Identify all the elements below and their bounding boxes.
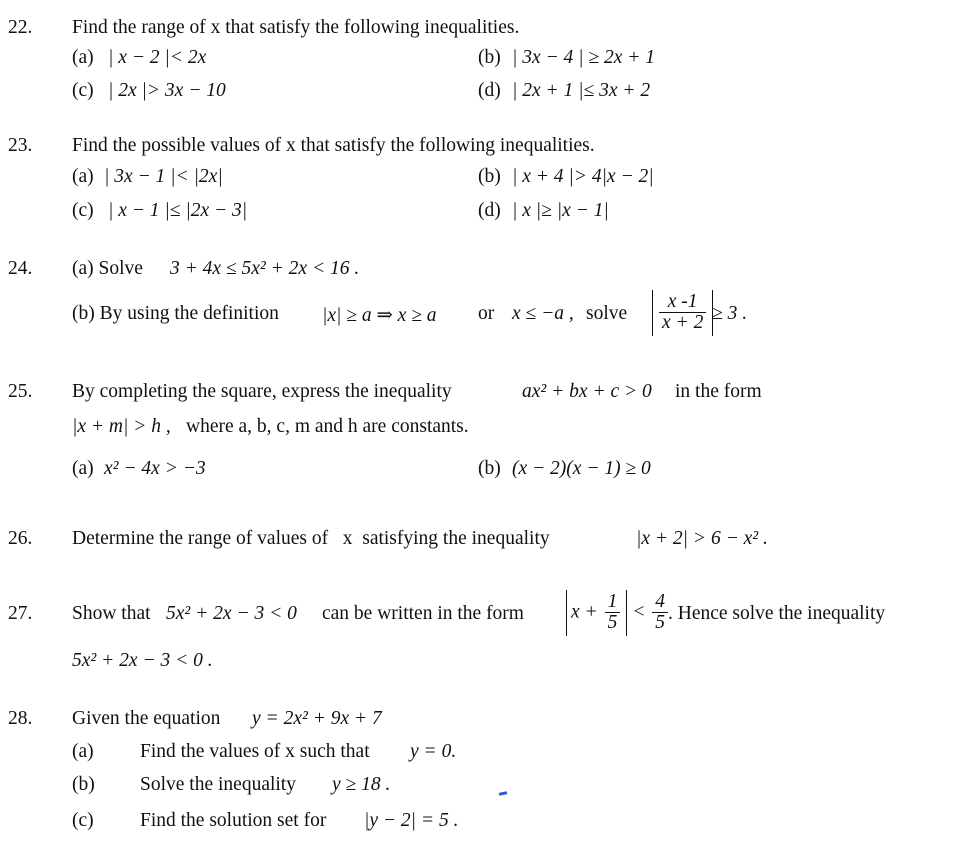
math-expression: ax² + bx + c > 0 [522,381,652,402]
part-label: (c) [72,200,94,221]
part-label: (a) [72,47,94,68]
part-label: (c) [72,80,94,101]
math-expression: | 3x − 1 |< |2x| [104,166,223,187]
connector-word: or [478,303,495,324]
math-expression: 3 + 4x ≤ 5x² + 2x < 16 . [170,258,360,279]
question-stem: By completing the square, express the inequality [72,381,452,402]
part-text: Find the values of x such that [140,741,370,762]
question-number: 28. [8,708,33,729]
fraction-numerator: 4 [652,592,668,613]
math-expression: | 3x − 4 | ≥ 2x + 1 [512,47,656,68]
part-label: (a) [72,166,94,187]
abs-fraction [652,290,713,336]
question-stem: . Hence solve the inequality [668,603,886,624]
question-stem: Given the equation [72,708,221,729]
math-expression: | x − 2 |< 2x [108,47,207,68]
math-expression: |y − 2| = 5 . [364,810,459,831]
part-label: (d) [478,80,501,101]
question-number: 26. [8,528,33,549]
abs-fraction-expression [566,590,670,636]
math-expression: 5x² + 2x − 3 < 0 . [72,650,213,671]
fraction-numerator: 1 [605,592,621,613]
part-label: (b) [478,47,501,68]
part-text: (b) By using the definition [72,303,279,324]
question-number: 25. [8,381,33,402]
math-expression: 5x² + 2x − 3 < 0 [166,603,297,624]
math-expression: | 2x |> 3x − 10 [108,80,226,101]
part-label: (c) [72,810,94,831]
math-expression: ≥ 3 . [712,303,748,324]
part-text: (a) Solve [72,258,143,279]
part-label: (b) [478,458,501,479]
math-expression: |x| ≥ a ⇒ x ≥ a [322,305,437,326]
connector-word: solve [586,303,628,324]
question-stem: Find the range of x that satisfy the following inequalities. [72,17,520,38]
part-text: Solve the inequality [140,774,296,795]
math-expression: |x + m| > h , [72,416,171,437]
math-expression: x² − 4x > −3 [104,458,206,479]
question-stem: Show that [72,603,151,624]
question-stem: where a, b, c, m and h are constants. [186,416,469,437]
math-expression: (x − 2)(x − 1) ≥ 0 [512,458,651,479]
question-stem: can be written in the form [322,603,524,624]
math-expression: | 2x + 1 |≤ 3x + 2 [512,80,651,101]
question-number: 24. [8,258,33,279]
math-expression: | x − 1 |≤ |2x − 3| [108,200,248,221]
question-stem: Determine the range of values of x satisfying the inequality [72,528,550,549]
part-label: (b) [478,166,501,187]
math-expression: |x + 2| > 6 − x² . [636,528,768,549]
question-number: 22. [8,17,33,38]
question-number: 23. [8,135,33,156]
part-label: (b) [72,774,95,795]
part-label: (a) [72,458,94,479]
math-expression: | x + 4 |> 4|x − 2| [512,166,654,187]
math-expression: x ≤ −a , [512,303,574,324]
part-label: (a) [72,741,94,762]
math-expression: y = 0. [410,741,457,762]
question-stem: Find the possible values of x that satisfy the following inequalities. [72,135,595,156]
pen-mark [499,791,507,796]
fraction-numerator: x -1 [659,292,706,313]
fraction-denominator: 5 [607,612,618,634]
math-expression: y = 2x² + 9x + 7 [252,708,382,729]
less-than-sign: < [632,601,646,623]
question-stem: in the form [675,381,762,402]
part-label: (d) [478,200,501,221]
fraction-denominator: 5 [655,612,665,634]
question-number: 27. [8,603,33,624]
math-expression: y ≥ 18 . [332,774,391,795]
part-text: Find the solution set for [140,810,327,831]
math-expression: | x |≥ |x − 1| [512,200,609,221]
fraction-denominator: x + 2 [662,312,704,334]
math-expression: x + [571,601,598,623]
